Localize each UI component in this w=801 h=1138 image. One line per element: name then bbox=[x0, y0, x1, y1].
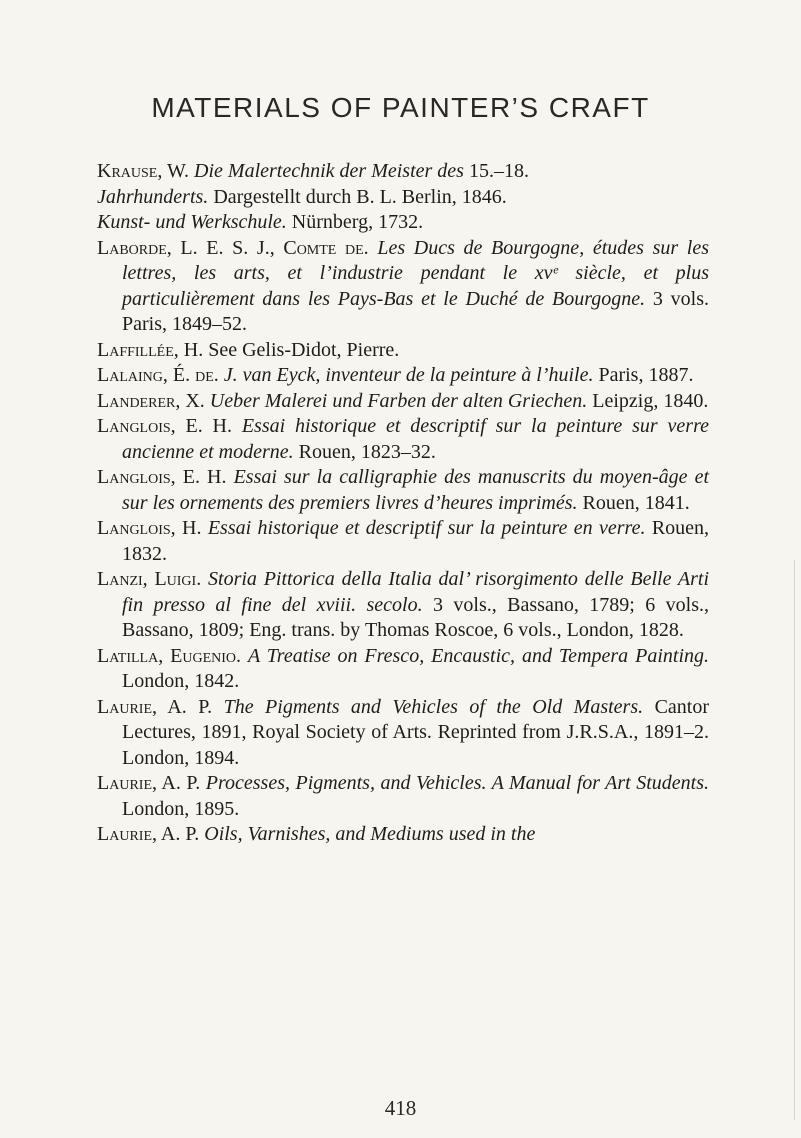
entry-title: Jahrhunderts. bbox=[97, 185, 209, 208]
bibliography-entry bbox=[97, 389, 709, 415]
bibliography-entry bbox=[97, 465, 709, 516]
bibliography-entry bbox=[97, 516, 709, 567]
entry-author: Lalaing, É. de. bbox=[97, 364, 219, 386]
entry-author: Lanzi, Luigi. bbox=[97, 568, 202, 590]
entry-author: Langlois, H. bbox=[97, 517, 202, 539]
entry-details: Paris, 1887. bbox=[598, 364, 694, 386]
entry-author: Latilla, Eugenio. bbox=[97, 644, 242, 667]
entry-details: Leipzig, 1840. bbox=[592, 389, 709, 412]
entry-author: Laffillée, H. bbox=[97, 338, 204, 361]
entry-details: Rouen, 1841. bbox=[582, 491, 690, 514]
entry-details: Rouen, 1823–32. bbox=[298, 440, 436, 463]
entry-title: Oils, Varnishes, and Mediums used in the bbox=[204, 823, 536, 845]
entry-title: Processes, Pigments, and Vehicles. A Manual for Art Students. bbox=[205, 772, 710, 794]
entry-author: Laurie, A. P. bbox=[97, 695, 213, 718]
entry-title: Die Malertechnik der Meister des bbox=[194, 160, 464, 182]
entry-details: London, 1842. bbox=[122, 670, 240, 692]
entry-details: Rouen, 1832. bbox=[122, 517, 710, 565]
entry-title: Storia Pittorica della Italia dal’ risorgimento delle Belle Arti fin presso al fine del xviii. secolo. bbox=[122, 568, 709, 616]
bibliography-entry bbox=[97, 644, 709, 695]
page-number: 418 bbox=[384, 1096, 417, 1120]
entry-details: Cantor Lectures, 1891, Royal Society of Arts. Reprinted from J.R.S.A., 1891–2. London, 1894. bbox=[122, 695, 710, 769]
entry-title: Ueber Malerei und Farben der alten Griechen. bbox=[209, 389, 588, 412]
entry-details: Dargestellt durch B. L. Berlin, 1846. bbox=[213, 185, 507, 208]
entry-title: Essai historique et descriptif sur la peinture sur verre ancienne et moderne. bbox=[122, 415, 710, 463]
entry-title: J. van Eyck, inventeur de la peinture à l’huile. bbox=[223, 364, 594, 386]
bibliography-entry bbox=[97, 338, 709, 364]
entry-title: Kunst- und Werkschule. bbox=[97, 211, 287, 233]
entry-details: 3 vols., Bassano, 1789; 6 vols., Bassano, 1809; Eng. trans. by Thomas Roscoe, 6 vols., London, 1828. bbox=[122, 593, 709, 641]
entry-title: Essai sur la calligraphie des manuscrits du moyen-âge et sur les ornements des premiers livres d’heures imprimés. bbox=[122, 466, 710, 514]
entry-author: Laborde, L. E. S. J., Comte de. bbox=[97, 236, 369, 259]
entry-author: Langlois, E. H. bbox=[97, 415, 232, 437]
entry-details: London, 1895. bbox=[122, 797, 240, 820]
bibliography-list bbox=[97, 159, 709, 848]
bibliography-entry bbox=[97, 159, 709, 185]
bibliography-entry bbox=[97, 210, 709, 236]
entry-author: Langlois, E. H. bbox=[97, 466, 227, 488]
bibliography-entry bbox=[97, 185, 709, 211]
bibliography-entry bbox=[97, 822, 709, 848]
bibliography-entry bbox=[97, 414, 709, 465]
entry-details: 3 vols. Paris, 1849–52. bbox=[122, 287, 710, 335]
bibliography-entry bbox=[97, 567, 709, 644]
entry-title: Essai historique et descriptif sur la peinture en verre. bbox=[207, 517, 646, 539]
entry-details: Nürnberg, 1732. bbox=[291, 211, 424, 233]
entry-author: Landerer, X. bbox=[97, 389, 205, 412]
entry-author: Laurie, A. P. bbox=[97, 772, 201, 794]
bibliography-entry bbox=[97, 236, 709, 338]
page-edge-divider bbox=[794, 560, 795, 1120]
entry-title: A Treatise on Fresco, Encaustic, and Tempera Painting. bbox=[247, 644, 710, 667]
bibliography-entry bbox=[97, 771, 709, 822]
entry-details: See Gelis-Didot, Pierre. bbox=[208, 338, 400, 361]
entry-title: The Pigments and Vehicles of the Old Masters. bbox=[223, 695, 644, 718]
entry-details: 15.–18. bbox=[468, 160, 529, 182]
entry-author: Laurie, A. P. bbox=[97, 823, 200, 845]
entry-author: Krause, W. bbox=[97, 160, 190, 182]
bibliography-entry bbox=[97, 363, 709, 389]
entry-title: Les Ducs de Bourgogne, études sur les lettres, les arts, et l’industrie pendant le xvᵉ siècle, et plus particulièrement dans les Pays-Bas et le Duché de Bourgogne. bbox=[122, 236, 710, 310]
running-header: MATERIALS OF PAINTER’S CRAFT bbox=[151, 92, 650, 123]
bibliography-entry bbox=[97, 695, 709, 772]
